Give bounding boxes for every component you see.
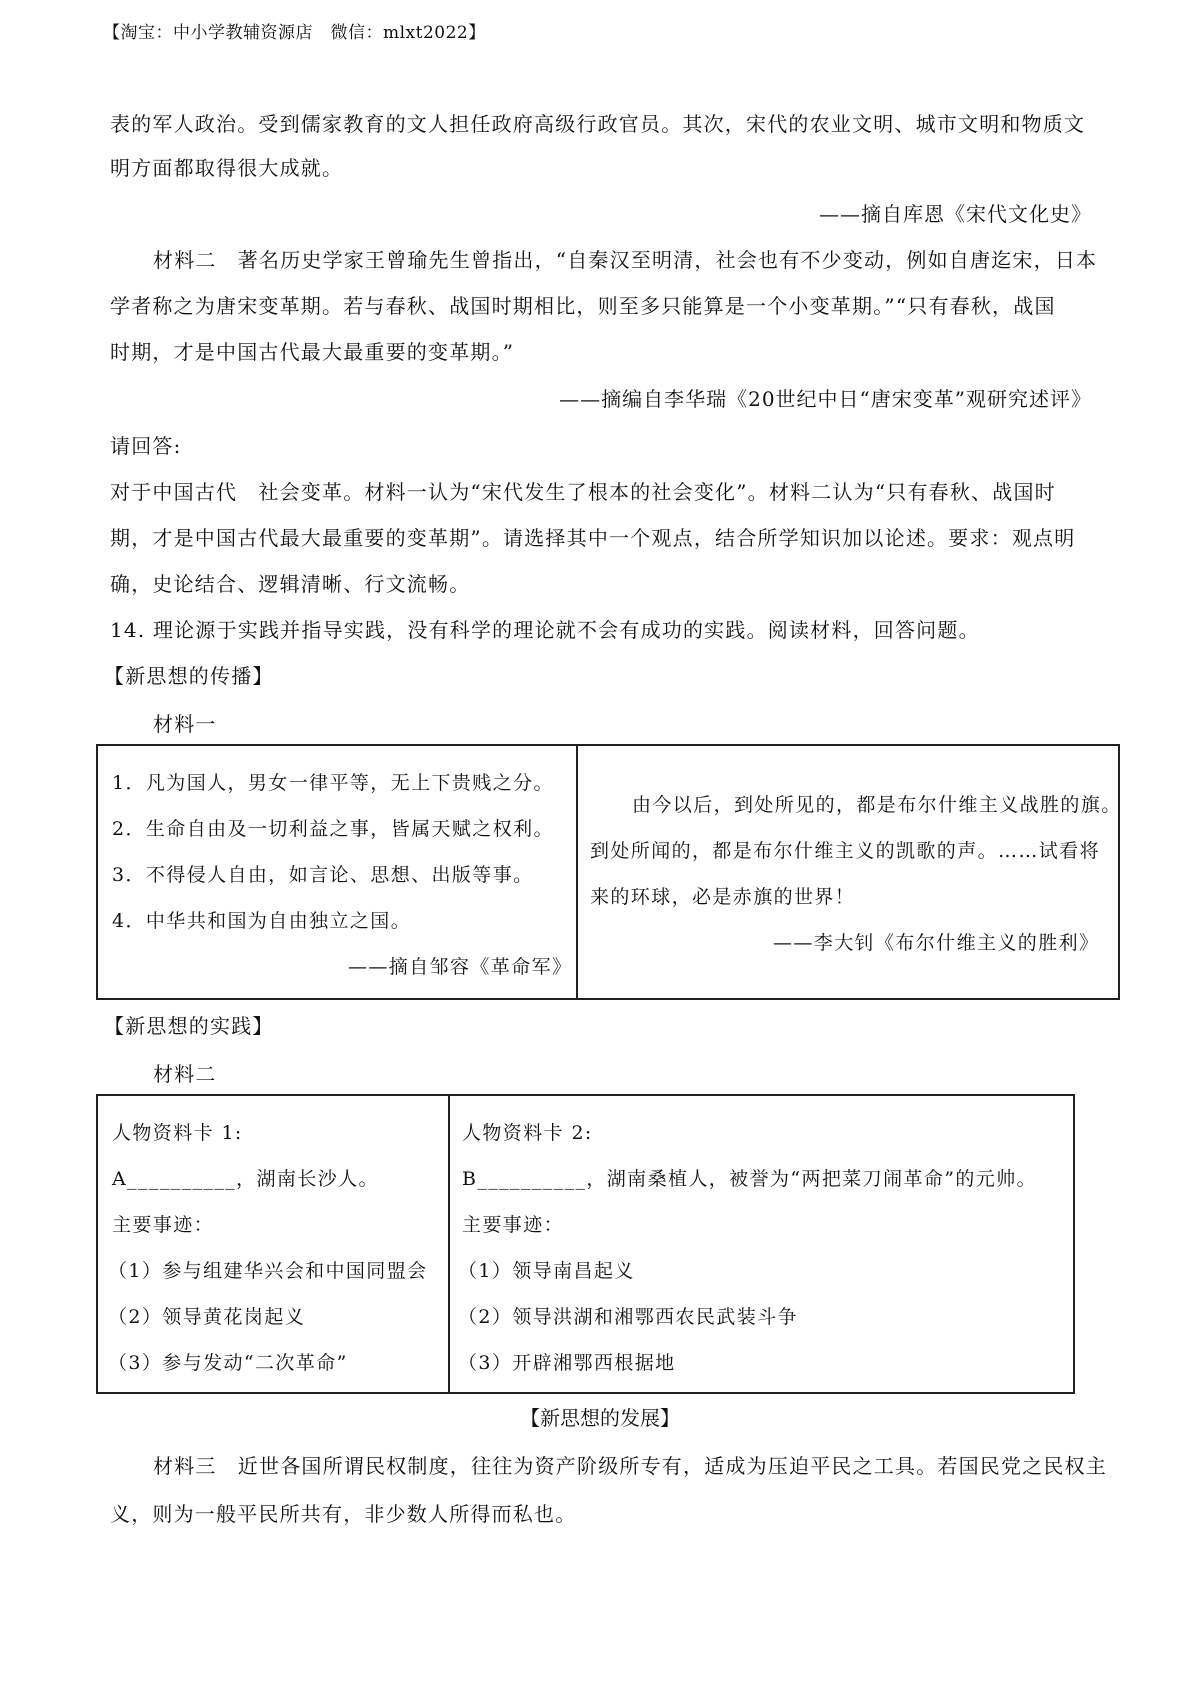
material-label: 材料一: [153, 712, 217, 736]
source-citation: ——摘编自李华瑞《20世纪中日“唐宋变革”观研究述评》: [559, 387, 1092, 411]
question-text-line: 期，才是中国古代最大最重要的变革期”。请选择其中一个观点，结合所学知识加以论述。要求：观点明: [110, 526, 1076, 550]
table-cell-text: 由今以后，到处所见的，都是布尔什维主义战胜的旗。: [632, 794, 1122, 816]
section-title: 【新思想的传播】: [104, 664, 274, 688]
material-three-line: 材料三 近世各国所谓民权制度，往往为资产阶级所专有，适成为压迫平民之工具。若国民党之民权主: [153, 1454, 1107, 1478]
passage-line: 表的军人政治。受到儒家教育的文人担任政府高级行政官员。其次，宋代的农业文明、城市文明和物质文: [110, 112, 1086, 136]
table-divider: [448, 1096, 450, 1392]
table-cell-text: 1．凡为国人，男女一律平等，无上下贵贱之分。: [112, 772, 554, 794]
question-14-stem: 14. 理论源于实践并指导实践，没有科学的理论就不会有成功的实践。阅读材料，回答问题。: [110, 618, 980, 642]
card-name-line: B__________，湖南桑植人，被誉为“两把菜刀闹革命”的元帅。: [462, 1168, 1037, 1190]
passage-line: 明方面都取得很大成就。: [110, 156, 344, 180]
source-citation: ——摘自库恩《宋代文化史》: [819, 202, 1092, 226]
card-deed: （2）领导黄花岗起义: [108, 1306, 306, 1328]
question-text-line: 确，史论结合、逻辑清晰、行文流畅。: [110, 572, 471, 596]
table-cell-text: 到处所闻的，都是布尔什维主义的凯歌的声。……试看将: [590, 840, 1101, 862]
table-cell-source: ——摘自邹容《革命军》: [348, 956, 573, 978]
table-cell-source: ——李大钊《布尔什维主义的胜利》: [773, 932, 1100, 954]
material-two-line: 时期，才是中国古代最大最重要的变革期。”: [110, 340, 515, 364]
card-title: 人物资料卡 1:: [112, 1122, 243, 1144]
material-three-line: 义，则为一般平民所共有，非少数人所得而私也。: [110, 1502, 577, 1526]
card-deeds-label: 主要事迹：: [462, 1214, 565, 1236]
card-deed: （1）领导南昌起义: [458, 1260, 635, 1282]
card-deeds-label: 主要事迹：: [112, 1214, 215, 1236]
material-two-line: 材料二 著名历史学家王曾瑜先生曾指出，“自秦汉至明清，社会也有不少变动，例如自唐迄宋，日本: [153, 248, 1098, 272]
card-name-line: A__________，湖南长沙人。: [112, 1168, 379, 1190]
material-label: 材料二: [153, 1062, 217, 1086]
table-cell-text: 3．不得侵人自由，如言论、思想、出版等事。: [112, 864, 534, 886]
material-two-cards-table: [96, 1094, 1075, 1394]
question-prompt: 请回答:: [110, 434, 182, 458]
card-deed: （2）领导洪湖和湘鄂西农民武装斗争: [458, 1306, 798, 1328]
material-two-line: 学者称之为唐宋变革期。若与春秋、战国时期相比，则至多只能算是一个小变革期。”“只有春秋，战国: [110, 294, 1056, 318]
section-title: 【新思想的实践】: [104, 1014, 274, 1038]
material-one-table: [96, 744, 1120, 1000]
card-deed: （3）参与发动“二次革命”: [108, 1352, 348, 1374]
header-watermark-note: 【淘宝：中小学教辅资源店 微信：mlxt2022】: [103, 23, 486, 43]
question-text-line: 对于中国古代 社会变革。材料一认为“宋代发生了根本的社会变化”。材料二认为“只有春秋、战国时: [110, 480, 1056, 504]
card-title: 人物资料卡 2:: [462, 1122, 593, 1144]
table-cell-text: 2．生命自由及一切利益之事，皆属天赋之权利。: [112, 818, 554, 840]
table-cell-text: 来的环球，必是赤旗的世界！: [590, 886, 856, 908]
table-divider: [576, 746, 578, 998]
card-deed: （1）参与组建华兴会和中国同盟会: [108, 1260, 428, 1282]
card-deed: （3）开辟湘鄂西根据地: [458, 1352, 676, 1374]
table-cell-text: 4．中华共和国为自由独立之国。: [112, 910, 412, 932]
section-title: 【新思想的发展】: [520, 1406, 680, 1430]
